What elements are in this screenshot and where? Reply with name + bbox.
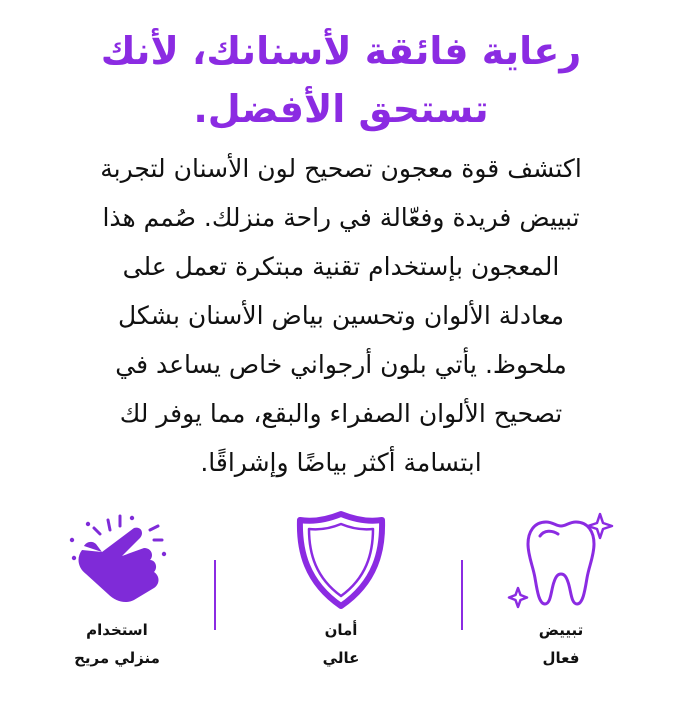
description-line: تصحيح الألوان الصفراء والبقع، مما يوفر لك	[119, 399, 563, 428]
shield-icon	[286, 510, 396, 610]
feature-safety	[266, 510, 416, 672]
headline	[60, 22, 622, 138]
sparkling-tooth-icon	[506, 510, 616, 610]
description-line: ابتسامة أكثر بياضًا وإشراقًا.	[200, 448, 482, 477]
feature-safety-line-1: أمان	[324, 621, 358, 639]
description-line: تبييض فريدة وفعّالة في راحة منزلك. صُمم هذا	[102, 203, 580, 232]
feature-safety-line-2: عالي	[322, 649, 360, 667]
feature-home-use-line-2: منزلي مريح	[74, 649, 160, 667]
divider	[214, 560, 216, 630]
snapping-hand-icon	[62, 510, 172, 610]
feature-whitening	[486, 510, 636, 672]
feature-home-use-line-1: استخدام	[86, 621, 148, 639]
description-line: معادلة الألوان وتحسين بياض الأسنان بشكل	[117, 301, 565, 330]
features-row	[0, 510, 682, 690]
feature-whitening-line-1: تبييض	[538, 621, 584, 639]
headline-line-1: رعاية فائقة لأسنانك، لأنك	[100, 29, 582, 73]
description-paragraph	[40, 144, 642, 487]
feature-home-use	[42, 510, 192, 672]
feature-whitening-line-2: فعال	[542, 649, 580, 667]
description-line: المعجون بإستخدام تقنية مبتكرة تعمل على	[122, 252, 560, 281]
description-line: اكتشف قوة معجون تصحيح لون الأسنان لتجربة	[100, 154, 582, 183]
headline-line-2: تستحق الأفضل.	[193, 87, 489, 131]
description-line: ملحوظ. يأتي بلون أرجواني خاص يساعد في	[115, 350, 567, 379]
divider	[461, 560, 463, 630]
